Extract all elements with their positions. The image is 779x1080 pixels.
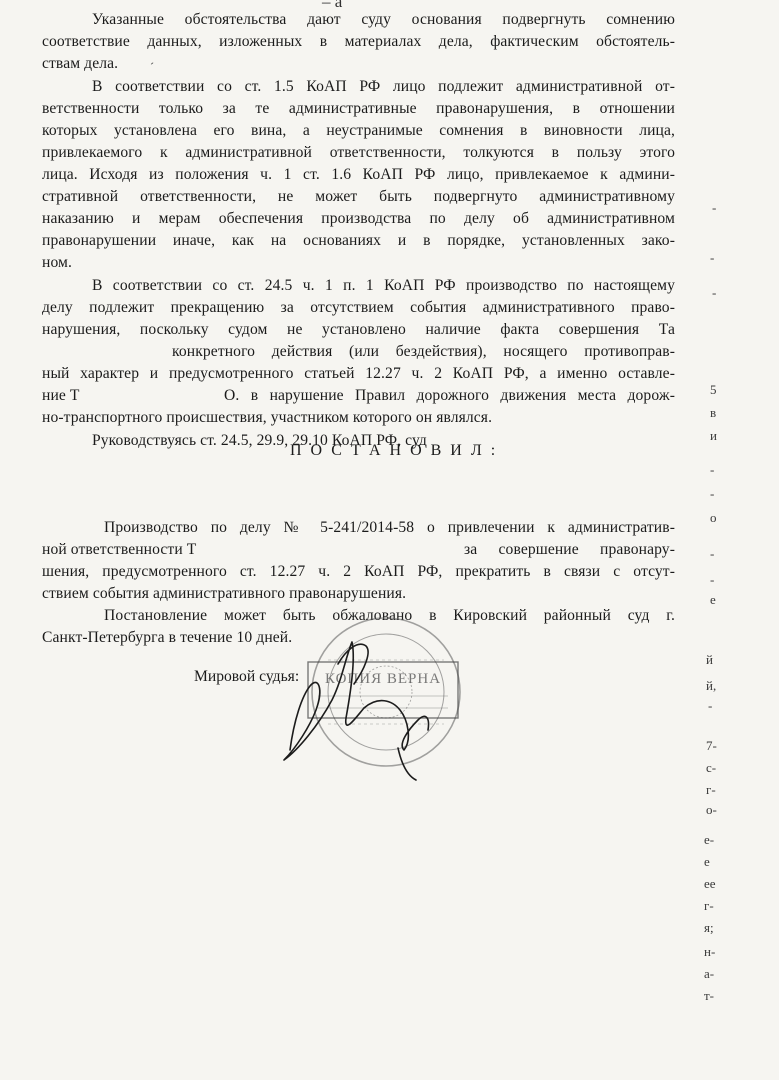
p5-line-3: шения, предусмотренного ст. 12.27 ч. 2 КоАП РФ, прекратить в связи с отсут- bbox=[42, 563, 675, 580]
margin-fragment: т- bbox=[704, 988, 715, 1003]
p5-line-4: ствием события административного правонарушения. bbox=[42, 585, 407, 602]
p2-line-7: наказанию и мерам обеспечения производства по делу об административном bbox=[42, 210, 675, 227]
margin-fragment: - bbox=[710, 546, 715, 561]
p3-line-2: делу подлежит прекращению за отсутствием события административного право- bbox=[42, 299, 675, 316]
margin-fragment: н- bbox=[704, 944, 716, 959]
p5-line-2a: ной ответственности Т bbox=[42, 541, 197, 558]
margin-fragment: 5 bbox=[710, 382, 717, 397]
p3-line-1: В соответствии со ст. 24.5 ч. 1 п. 1 КоАП РФ производство по настоящему bbox=[92, 277, 675, 294]
p2-line-3: которых установлена его вина, а неустранимые сомнения в виновности лица, bbox=[42, 122, 675, 139]
margin-fragment: в bbox=[710, 405, 717, 420]
p2-line-8: правонарушении иначе, как на основаниях и в порядке, установленных зако- bbox=[42, 232, 675, 249]
margin-fragment: 7- bbox=[706, 738, 717, 753]
p3-line-6a: ние Т bbox=[42, 387, 80, 404]
margin-fragment: я; bbox=[704, 920, 714, 935]
p6-line-2: Санкт-Петербурга в течение 10 дней. bbox=[42, 629, 293, 646]
margin-fragment: е bbox=[704, 854, 710, 869]
margin-fragment: - bbox=[712, 200, 717, 215]
p4-line-1: Руководствуясь ст. 24.5, 29.9, 29.10 КоАП РФ, суд bbox=[92, 432, 427, 449]
seal-and-signature bbox=[268, 600, 468, 800]
top-handwritten-mark: – а bbox=[322, 0, 343, 11]
margin-fragment: е- bbox=[704, 832, 715, 847]
margin-fragments bbox=[700, 0, 779, 1080]
judge-label: Мировой судья: bbox=[194, 668, 300, 685]
ruling-heading: ПОСТАНОВИЛ: bbox=[290, 442, 505, 459]
stamp-title: КОПИЯ ВЕРНА bbox=[324, 671, 442, 687]
margin-fragment: - bbox=[710, 250, 715, 265]
p5-line-1: Производство по делу № 5-241/2014-58 о привлечении к административ- bbox=[104, 519, 675, 536]
p1-line-1: Указанные обстоятельства дают суду основания подвергнуть сомнению bbox=[92, 11, 675, 28]
p3-line-3: нарушения, поскольку судом не установлено наличие факта совершения Та bbox=[42, 321, 675, 338]
margin-fragment: г- bbox=[704, 898, 714, 913]
margin-fragment: а- bbox=[704, 966, 715, 981]
margin-fragment: - bbox=[710, 486, 715, 501]
margin-fragment: - bbox=[710, 462, 715, 477]
margin-fragment: й, bbox=[706, 678, 717, 693]
margin-fragment: о- bbox=[706, 802, 717, 817]
p3-line-6b: О. в нарушение Правил дорожного движения места дорож- bbox=[224, 387, 675, 404]
margin-fragment: е bbox=[710, 592, 716, 607]
p3-line-7: но-транспортного происшествия, участником которого он являлся. bbox=[42, 409, 493, 426]
p6-line-1: Постановление может быть обжаловано в Кировский районный суд г. bbox=[104, 607, 675, 624]
margin-fragment: с- bbox=[706, 760, 717, 775]
p2-line-5: лица. Исходя из положения ч. 1 ст. 1.6 КоАП РФ лицо, привлекаемое к админи- bbox=[42, 166, 675, 183]
p3-line-5: ный характер и предусмотренного статьей 12.27 ч. 2 КоАП РФ, а именно оставле- bbox=[42, 365, 675, 382]
margin-fragment: - bbox=[712, 285, 717, 300]
p3-line-4: конкретного действия (или бездействия), носящего противоправ- bbox=[172, 343, 675, 360]
p2-line-2: ветственности только за те административные правонарушения, в отношении bbox=[42, 100, 675, 117]
p1-line-2: соответствие данных, изложенных в материалах дела, фактическим обстоятель- bbox=[42, 33, 675, 50]
margin-fragment: й bbox=[706, 652, 713, 667]
margin-fragment: ее bbox=[704, 876, 716, 891]
margin-fragment: и bbox=[710, 428, 717, 443]
p2-line-1: В соответствии со ст. 1.5 КоАП РФ лицо подлежит административной от- bbox=[92, 78, 675, 95]
margin-fragment: - bbox=[708, 698, 713, 713]
margin-fragment: г- bbox=[706, 782, 716, 797]
p1-line-3: ствам дела. bbox=[42, 55, 119, 72]
margin-fragment: о bbox=[710, 510, 717, 525]
tick-mark: ´ bbox=[150, 60, 154, 74]
margin-fragment: - bbox=[710, 572, 715, 587]
court-seal bbox=[312, 618, 460, 766]
p2-line-4: привлекаемого к административной ответственности, толкуются в пользу этого bbox=[42, 144, 675, 161]
p2-line-9: ном. bbox=[42, 254, 73, 271]
p5-line-2b: за совершение правонару- bbox=[464, 541, 675, 558]
p2-line-6: стративной ответственности, не может быть подвергнуто административному bbox=[42, 188, 675, 205]
